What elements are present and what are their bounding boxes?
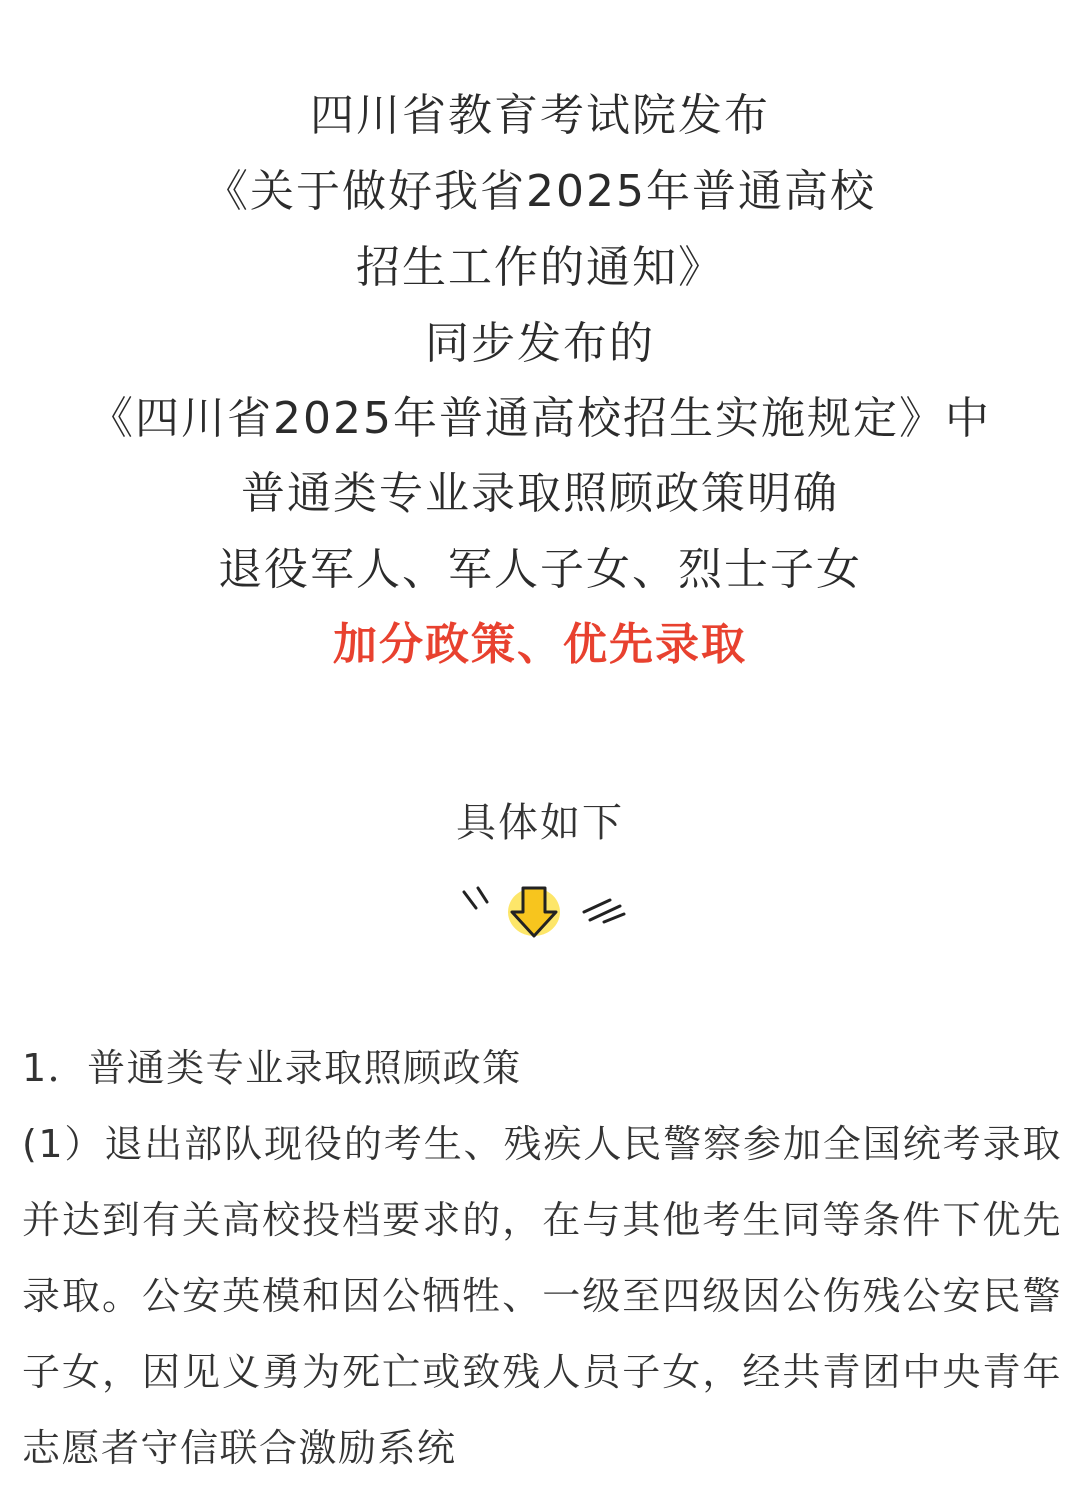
headline-line-6: 普通类专业录取照顾政策明确 (241, 468, 839, 519)
down-arrow-icon-graphic (452, 878, 632, 942)
headline-line-4: 同步发布的 (425, 318, 655, 369)
headline-line-1: 四川省教育考试院发布 (310, 90, 770, 141)
headline-line-5: 《四川省2025年普通高校招生实施规定》中 (89, 393, 991, 444)
headline-line-2: 《关于做好我省2025年普通高校 (204, 166, 876, 217)
headline-line-3: 招生工作的通知》 (356, 242, 724, 293)
content-heading: 1．普通类专业录取照顾政策 (22, 1046, 522, 1090)
content-paragraph: (1）退出部队现役的考生、残疾人民警察参加全国统考录取并达到有关高校投档要求的，在与其他考生同等条件下优先录取。公安英模和因公牺牲、一级至四级因公伤残公安民警子女，因见义勇为死亡或致残人员子女，经共青团中央青年志愿者守信联合激励系统 (22, 1122, 1062, 1470)
body-content (22, 1030, 1062, 1486)
down-arrow-icon (452, 878, 632, 942)
section-subhead: 具体如下 (456, 800, 624, 846)
headline-highlight: 加分政策、优先录取 (333, 619, 747, 670)
headline-line-7: 退役军人、军人子女、烈士子女 (218, 544, 862, 595)
